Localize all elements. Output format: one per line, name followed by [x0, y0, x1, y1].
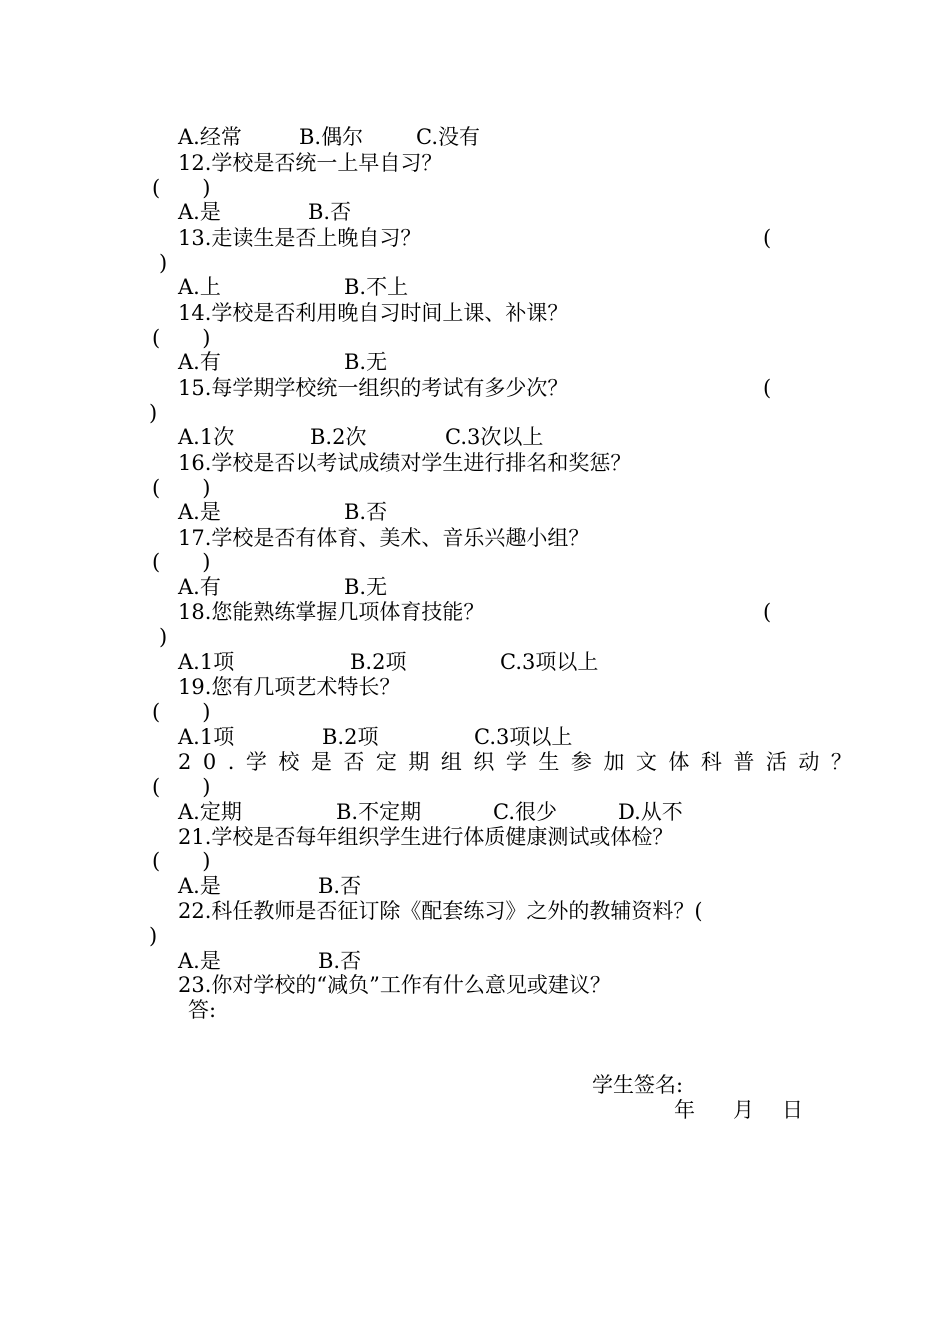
- q20-option-b: B.不定期: [336, 800, 422, 824]
- q13-option-b: B.不上: [344, 275, 409, 299]
- date-day-label: 日: [782, 1098, 803, 1122]
- q15-paren-close: ): [149, 401, 158, 425]
- q20-question: 20.学校是否定期组织学生参加文体科普活动？: [178, 750, 864, 774]
- q20-option-a: A.定期: [178, 800, 242, 824]
- q15-option-b: B.2次: [310, 425, 367, 449]
- q14-option-b: B.无: [344, 350, 388, 374]
- q18-option-b: B.2项: [350, 650, 407, 674]
- q13-option-a: A.上: [178, 275, 221, 299]
- q21-answer-parens: ( ): [152, 849, 211, 873]
- q12-answer-parens: ( ): [152, 176, 211, 200]
- q19-question: 19.您有几项艺术特长？: [178, 675, 401, 699]
- q20-option-c: C.很少: [493, 800, 557, 824]
- q12-question: 12.学校是否统一上早自习？: [178, 151, 443, 175]
- q22-question: 22.科任教师是否征订除《配套练习》之外的教辅资料？(: [178, 899, 703, 923]
- q14-option-a: A.有: [178, 350, 221, 374]
- q11-option-b: B.偶尔: [299, 125, 364, 149]
- date-year-label: 年: [674, 1098, 695, 1122]
- q18-question: 18.您能熟练掌握几项体育技能？: [178, 600, 485, 624]
- q12-option-b: B.否: [308, 200, 352, 224]
- q16-option-a: A.是: [178, 500, 221, 524]
- date-month-label: 月: [733, 1098, 754, 1122]
- q20-option-d: D.从不: [618, 800, 683, 824]
- q12-option-a: A.是: [178, 200, 221, 224]
- q17-option-b: B.无: [344, 575, 388, 599]
- q21-option-b: B.否: [318, 874, 362, 898]
- q17-question: 17.学校是否有体育、美术、音乐兴趣小组？: [178, 526, 590, 550]
- q17-answer-parens: ( ): [152, 550, 211, 574]
- q14-question: 14.学校是否利用晚自习时间上课、补课？: [178, 301, 569, 325]
- q16-answer-parens: ( ): [152, 476, 211, 500]
- q14-answer-parens: ( ): [152, 326, 211, 350]
- q18-paren-close: ): [159, 625, 168, 649]
- q21-question: 21.学校是否每年组织学生进行体质健康测试或体检？: [178, 825, 674, 849]
- q16-question: 16.学校是否以考试成绩对学生进行排名和奖惩？: [178, 451, 632, 475]
- q22-option-b: B.否: [318, 949, 362, 973]
- q23-answer-label: 答:: [188, 998, 217, 1022]
- q22-option-a: A.是: [178, 949, 221, 973]
- q15-question: 15.每学期学校统一组织的考试有多少次？: [178, 376, 569, 400]
- q11-option-a: A.经常: [178, 125, 242, 149]
- q18-option-a: A.1项: [178, 650, 235, 674]
- q13-question: 13.走读生是否上晚自习？: [178, 226, 422, 250]
- q17-option-a: A.有: [178, 575, 221, 599]
- student-signature-label: 学生签名:: [592, 1073, 684, 1097]
- q13-paren-close: ): [159, 251, 168, 275]
- q19-answer-parens: ( ): [152, 700, 211, 724]
- q15-option-a: A.1次: [178, 425, 235, 449]
- q15-option-c: C.3次以上: [445, 425, 544, 449]
- q15-paren-open: (: [763, 376, 772, 400]
- q13-paren-open: (: [763, 226, 772, 250]
- q23-question: 23.你对学校的“减负”工作有什么意见或建议？: [178, 973, 611, 997]
- q19-option-a: A.1项: [178, 725, 235, 749]
- q18-option-c: C.3项以上: [500, 650, 599, 674]
- q18-paren-open: (: [763, 600, 772, 624]
- q11-option-c: C.没有: [416, 125, 480, 149]
- q19-option-c: C.3项以上: [474, 725, 573, 749]
- q19-option-b: B.2项: [322, 725, 379, 749]
- q16-option-b: B.否: [344, 500, 388, 524]
- q21-option-a: A.是: [178, 874, 221, 898]
- q22-paren-close: ): [149, 924, 158, 948]
- q20-answer-parens: ( ): [152, 775, 211, 799]
